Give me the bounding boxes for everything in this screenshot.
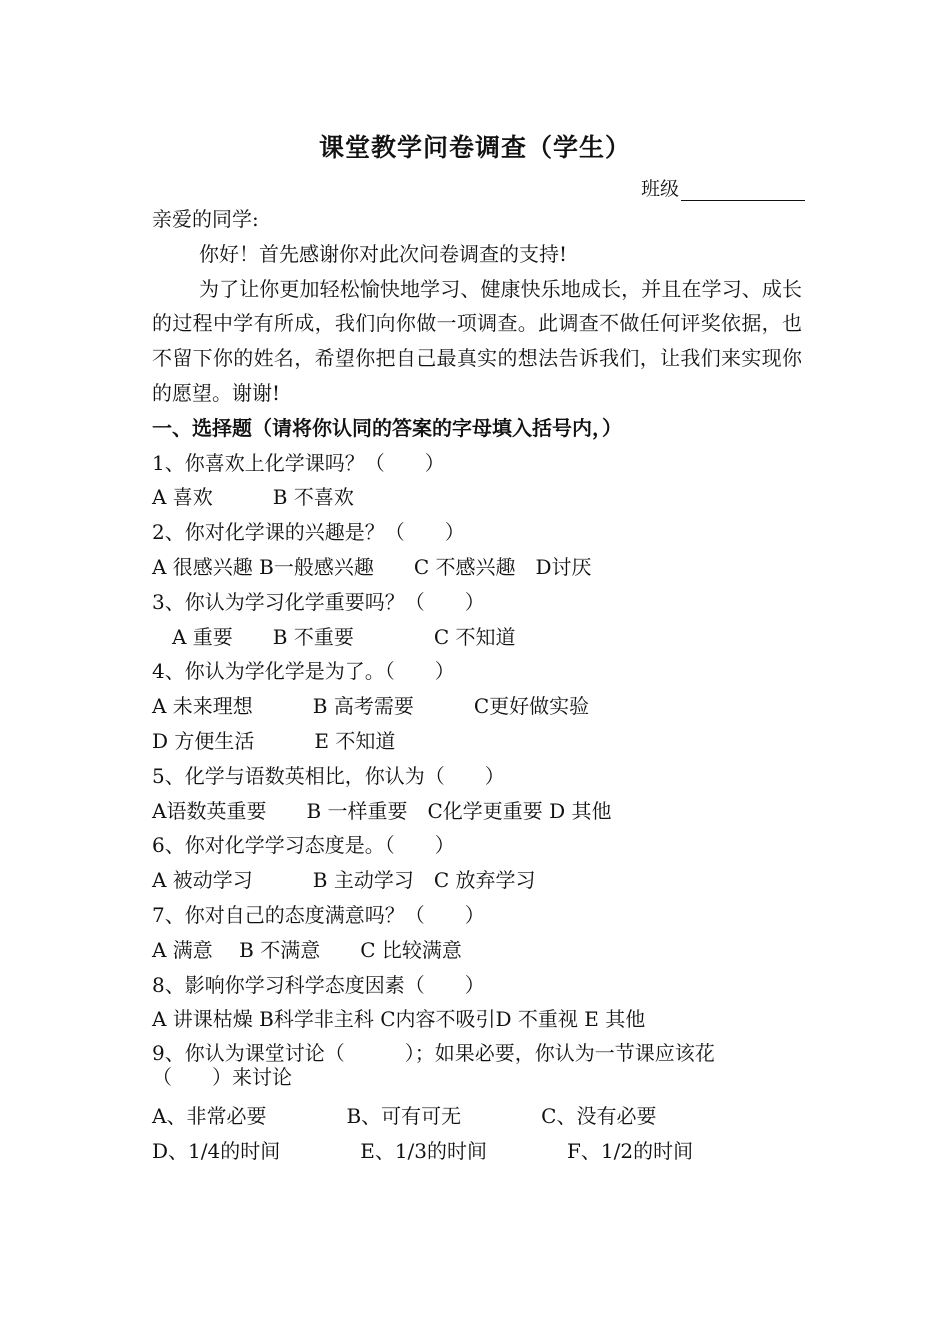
question-options: D 方便生活 E 不知道: [152, 728, 396, 753]
question-options: A 重要 B 不重要 C 不知道: [152, 624, 516, 649]
class-blank[interactable]: [681, 180, 805, 201]
question: 3、你认为学习化学重要吗？（ ）: [152, 589, 485, 614]
page-title: 课堂教学问卷调查（学生）: [318, 133, 631, 162]
question: 1、你喜欢上化学课吗？（ ）: [152, 450, 445, 475]
question-options: A 满意 B 不满意 C 比较满意: [152, 937, 462, 962]
intro-paragraph: 为了让你更加轻松愉快地学习、健康快乐地成长，并且在学习、成长的过程中学有所成，我们向你做一项调查。此调查不做任何评奖依据，也不留下你的姓名，希望你把自己最真实的想法告诉我们，让我们来实现你的愿望。谢谢!: [152, 276, 802, 405]
question-options: A 喜欢 B 不喜欢: [152, 485, 354, 510]
question: 8、影响你学习科学态度因素（ ）: [152, 972, 485, 997]
greeting: 亲爱的同学:: [152, 207, 259, 231]
question: 2、你对化学课的兴趣是？（ ）: [152, 520, 465, 545]
question-options: A语数英重要 B 一样重要 C化学更重要 D 其他: [152, 798, 612, 823]
section-title: 一、选择题（请将你认同的答案的字母填入括号内，）: [152, 415, 622, 440]
question-options: D、1/4的时间 E、1/3的时间 F、1/2的时间: [152, 1138, 694, 1163]
class-field: [641, 174, 805, 201]
question: 7、你对自己的态度满意吗？（ ）: [152, 902, 485, 927]
intro-thanks: 你好！首先感谢你对此次问卷调查的支持!: [199, 241, 568, 266]
question: 5、化学与语数英相比，你认为（ ）: [152, 763, 505, 788]
question-options: A 被动学习 B 主动学习 C 放弃学习: [152, 868, 536, 893]
survey-body: [152, 202, 802, 1169]
class-label: 班级: [641, 178, 680, 200]
question-options: A、非常必要 B、可有可无 C、没有必要: [152, 1104, 657, 1129]
question: 4、你认为学化学是为了。（ ）: [152, 659, 455, 684]
question-options: A 未来理想 B 高考需要 C更好做实验: [152, 694, 590, 719]
question-options: A 很感兴趣 B一般感兴趣 C 不感兴趣 D讨厌: [152, 554, 592, 579]
question: 6、你对化学学习态度是。（ ）: [152, 833, 455, 858]
question-9: 9、你认为课堂讨论（ ）；如果必要，你认为一节课应该花（ ）来讨论: [152, 1041, 715, 1090]
question-options: A 讲课枯燥 B科学非主科 C内容不吸引D 不重视 E 其他: [152, 1007, 646, 1032]
